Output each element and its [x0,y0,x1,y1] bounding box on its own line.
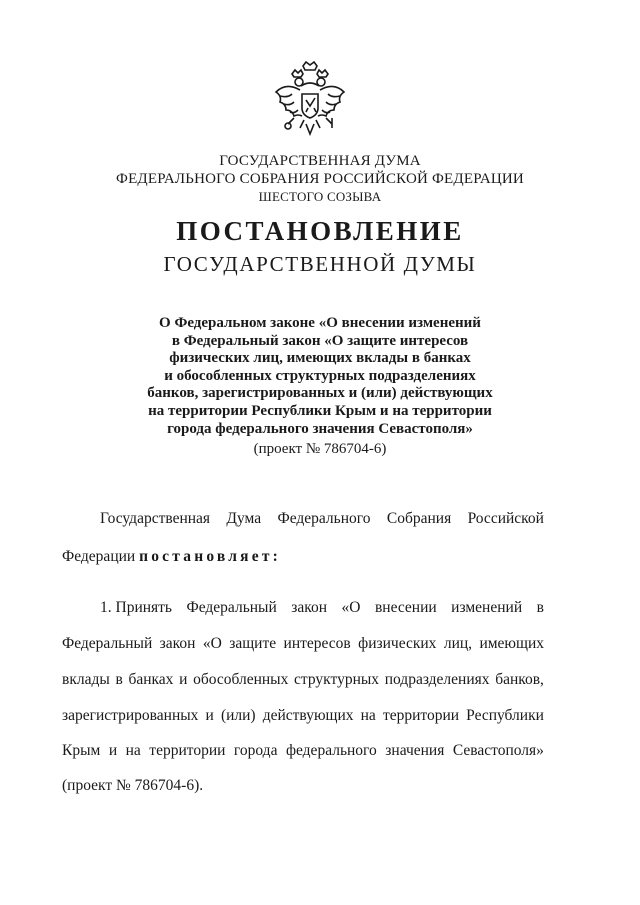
clause1-line [62,670,544,689]
law-title-line: и обособленных структурных подразделениях [164,367,476,384]
document-title: ПОСТАНОВЛЕНИЕ [176,216,464,246]
clause-word: защите [229,635,277,652]
clause-word: Крым [62,742,101,759]
header-duma: ГОСУДАРСТВЕННАЯ ДУМА [219,153,421,169]
clause-word: значения [385,742,445,759]
clause-word: подразделениях [384,671,490,688]
clause-word: имеющих [479,635,544,652]
intro-word: Российской [467,510,544,527]
clause-word: действующих [262,707,354,724]
clause-word: «О [341,599,361,616]
clause-word: закон [159,635,196,652]
law-title-line: города федерального значения Севастополя» [167,420,473,437]
law-title-line: на территории Республики Крым и на территории [148,402,492,419]
clause-word: обособленных [193,671,289,688]
clause1-line [100,598,544,617]
clause-word: федерального [285,742,377,759]
intro-word: Собрания [386,510,452,527]
intro-word: Дума [226,510,262,527]
clause-word: на [360,707,376,724]
clause-word: и [205,707,214,724]
law-title-line: банков, зарегистрированных и (или) действующих [147,385,493,402]
clause-word: интересов [283,635,351,652]
clause-word: города [233,742,278,759]
clause-word: лиц, [443,635,473,652]
clause-word: банков, [495,671,544,688]
clause-word: и [108,742,118,759]
clause-word: и [179,671,188,688]
clause-word: физических [358,635,437,652]
clause-word: вклады [62,671,110,688]
clause-word: изменений [451,599,523,616]
clause-word: на [125,742,141,759]
clause-word: Федеральный [62,635,153,652]
clause-word: зарегистрированных [62,707,199,724]
clause-word: внесении [374,599,437,616]
intro-word: Государственная [100,510,211,527]
clause1-project-ref: (проект № 786704-6). [62,777,204,794]
clause-word: «О [202,635,222,652]
clause1-line [62,634,544,653]
clause-word: структурных [294,671,380,688]
intro-line-1 [100,509,544,528]
clause-word: 1. Принять [100,599,173,616]
clause-word: Федеральный [186,599,277,616]
clause1-line [62,741,544,760]
header-convocation: ШЕСТОГО СОЗЫВА [258,189,382,204]
law-title-line: О Федеральном законе «О внесении изменений [159,315,481,331]
clause-word: (или) [220,707,256,724]
intro-federation: Федерации [62,548,140,565]
law-title [90,315,550,438]
clause-word: в [536,599,544,616]
document-subtitle: ГОСУДАРСТВЕННОЙ ДУМЫ [163,252,477,276]
clause1-line [62,706,544,725]
clause-word: территории [382,707,460,724]
clause-word: Севастополя» [452,742,544,759]
clause-word: территории [149,742,226,759]
law-title-line: физических лиц, имеющих вклады в банках [169,350,471,367]
clause-word: в [115,671,123,688]
clause-word: Республики [466,707,544,724]
header-federal-assembly: ФЕДЕРАЛЬНОГО СОБРАНИЯ РОССИЙСКОЙ ФЕДЕРАЦИИ [116,171,524,187]
intro-word: Федерального [277,510,371,527]
coat-of-arms-emblem [270,60,350,140]
intro-line-2 [62,547,544,566]
clause-word: закон [291,599,328,616]
clause-word: банках [128,671,174,688]
decree-verb: постановляет: [139,548,281,565]
law-title-line: в Федеральный закон «О защите интересов [171,332,469,349]
project-number: (проект № 786704-6) [253,441,387,457]
